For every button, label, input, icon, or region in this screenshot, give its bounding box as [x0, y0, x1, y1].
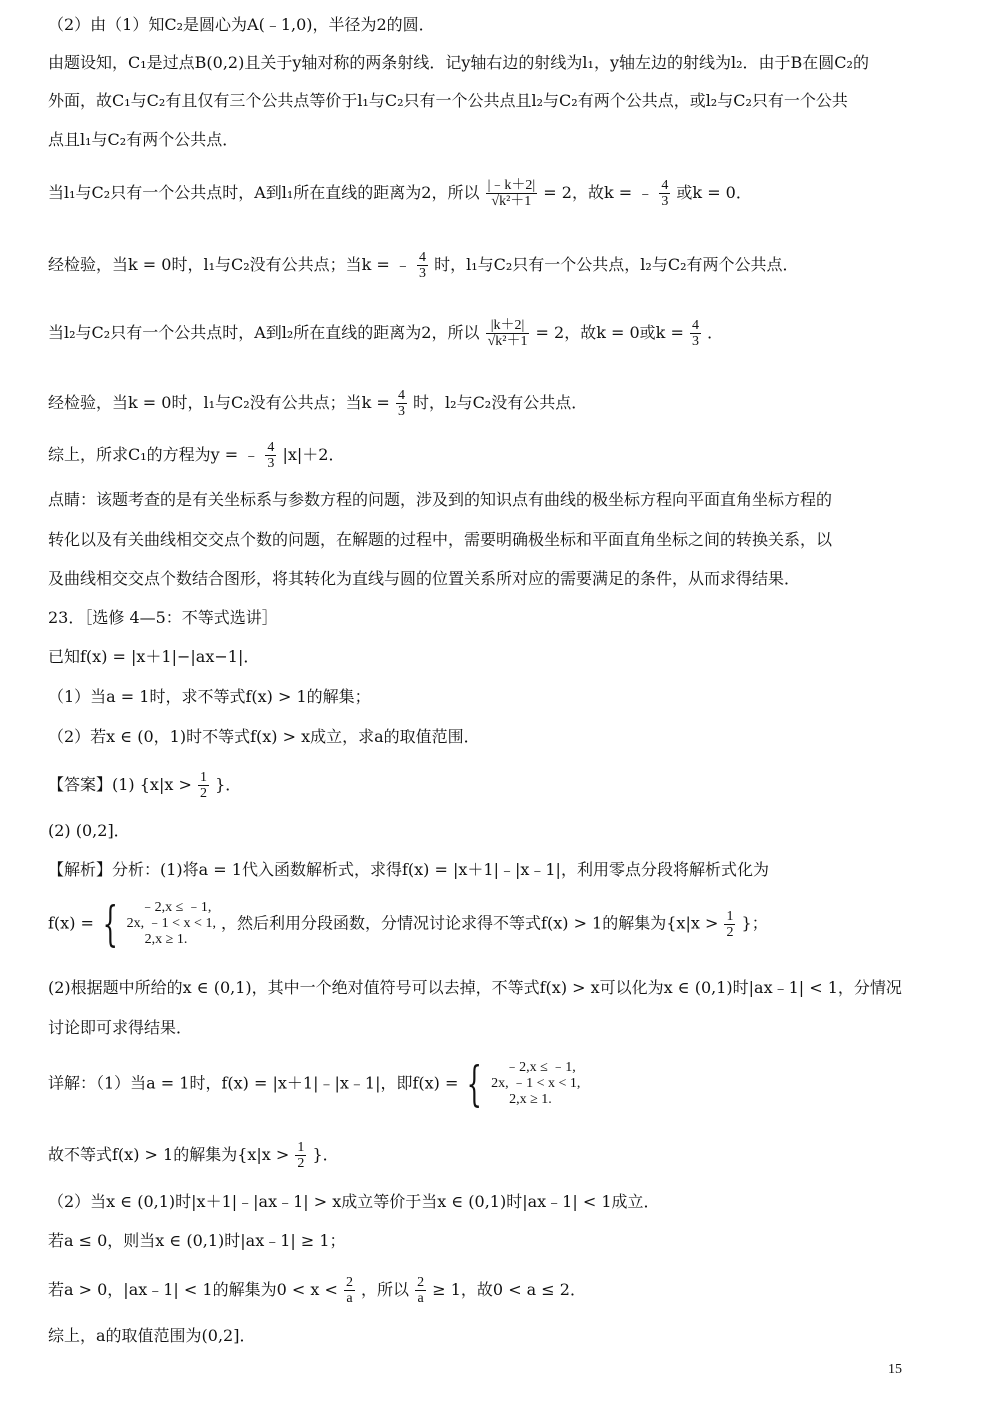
text-segment: 时，l₂与C₂没有公共点． [413, 393, 588, 412]
formula-line [48, 388, 587, 419]
text-line: 综上，a的取值范围为(0,2]． [48, 1326, 256, 1345]
text-segment: = 2，故k = ﹣ [543, 183, 654, 202]
piecewise-cases [491, 1060, 580, 1108]
fraction-denominator: a [415, 1290, 426, 1306]
fraction [486, 178, 538, 209]
fraction-numerator: 4 [397, 388, 405, 403]
text-line: （2）当x ∈ (0,1)时|x＋1|﹣|ax﹣1| > x成立等价于当x ∈ (0,1)时|ax﹣1| < 1成立． [48, 1192, 660, 1211]
fraction [659, 178, 670, 209]
fraction [198, 770, 209, 801]
text-line: 转化以及有关曲线相交交点个数的问题，在解题的过程中，需要明确极坐标和平面直角坐标之间的转换关系，以 [48, 530, 833, 549]
text-segment: ，然后利用分段函数，分情况讨论求得不等式f(x) > 1的解集为{x|x > [221, 913, 719, 933]
text-segment: 【答案】(1) {x|x > [48, 775, 192, 794]
fraction [486, 318, 530, 349]
text-segment: ≥ 1，故0 < a ≤ 2． [432, 1280, 586, 1299]
formula-line [48, 440, 344, 471]
fraction-denominator: 3 [691, 334, 699, 349]
text-segment: 若a > 0，|ax﹣1| < 1的解集为0 < x < [48, 1280, 338, 1299]
text-segment: }． [215, 775, 242, 794]
fraction [417, 250, 428, 281]
text-line: 点且l₁与C₂有两个公共点． [48, 130, 239, 149]
fraction [724, 909, 735, 940]
fraction-numerator: 2 [417, 1275, 425, 1290]
text-segment: 经检验，当k = 0时，l₁与C₂没有公共点；当k = [48, 393, 390, 412]
fraction-numerator: 4 [691, 318, 699, 333]
fraction-numerator: 4 [419, 250, 427, 265]
text-line: 【解析】分析：(1)将a = 1代入函数解析式，求得f(x) = |x＋1|﹣|x﹣1|，利用零点分段将解析式化为 [48, 860, 769, 879]
text-line: 及曲线相交交点个数结合图形，将其转化为直线与圆的位置关系所对应的需要满足的条件，从而求得结果． [48, 569, 801, 588]
text-line: (2)根据题中所给的x ∈ (0,1)，其中一个绝对值符号可以去掉，不等式f(x) > x可以化为x ∈ (0,1)时|ax﹣1| < 1，分情况 [48, 978, 902, 997]
case-row: ﹣2,x ≤ ﹣1, [505, 1060, 576, 1075]
left-brace: { [467, 1056, 483, 1112]
fraction [396, 388, 407, 419]
text-segment: 详解：（1）当a = 1时，f(x) = |x＋1|﹣|x﹣1|，即f(x) = [48, 1073, 459, 1093]
fraction [344, 1275, 355, 1306]
text-line: 外面，故C₁与C₂有且仅有三个公共点等价于l₁与C₂只有一个公共点且l₂与C₂有两个公共点，或l₂与C₂只有一个公共 [48, 91, 848, 110]
case-row: 2x, ﹣1 < x < 1, [126, 916, 216, 931]
piecewise-cases [127, 900, 216, 948]
fraction [295, 1140, 306, 1171]
section-heading: 23．［选修 4—5：不等式选讲］ [48, 608, 278, 627]
text-segment: 故不等式f(x) > 1的解集为{x|x > [48, 1145, 290, 1164]
fraction-denominator: 3 [397, 404, 405, 419]
fraction-denominator: 3 [419, 266, 427, 281]
fraction-numerator: 1 [726, 908, 734, 924]
text-segment: 当l₁与C₂只有一个公共点时，A到l₁所在直线的距离为2，所以 [48, 183, 480, 202]
fraction-denominator: √k²＋1 [487, 334, 528, 349]
text-segment: }． [312, 1145, 339, 1164]
fraction-numerator: 1 [199, 770, 207, 785]
text-segment: |x|＋2． [282, 445, 345, 464]
formula-line [48, 896, 768, 952]
text-segment: }； [741, 913, 768, 933]
case-row: 2,x ≥ 1. [509, 1092, 552, 1107]
text-segment: 综上，所求C₁的方程为y = ﹣ [48, 445, 260, 464]
fraction [415, 1275, 426, 1306]
text-segment: 或k = 0． [676, 183, 752, 202]
formula-line [48, 318, 723, 349]
fraction-numerator: 1 [297, 1140, 305, 1155]
case-row: ﹣2,x ≤ ﹣1, [140, 900, 212, 915]
text-segment: = 2，故k = 0或k = [535, 323, 684, 342]
fraction [265, 440, 276, 471]
fraction-numerator: 4 [267, 440, 275, 455]
text-segment: ． [707, 323, 724, 342]
text-line: 若a ≤ 0，则当x ∈ (0,1)时|ax﹣1| ≥ 1； [48, 1231, 346, 1250]
text-line: 由题设知，C₁是过点B(0,2)且关于y轴对称的两条射线．记y轴右边的射线为l₁，y轴左边的射线为l₂．由于B在圆C₂的 [48, 53, 869, 72]
left-brace: { [102, 896, 118, 952]
text-segment: 经检验，当k = 0时，l₁与C₂没有公共点；当k = ﹣ [48, 255, 411, 274]
text-line: （2）若x ∈ (0，1)时不等式f(x) > x成立，求a的取值范围． [48, 727, 480, 746]
text-segment: 当l₂与C₂只有一个公共点时，A到l₂所在直线的距离为2，所以 [48, 323, 480, 342]
text-segment: ，所以 [361, 1280, 410, 1299]
fraction-denominator: 3 [661, 194, 669, 209]
text-line: （1）当a = 1时，求不等式f(x) > 1的解集； [48, 687, 371, 706]
formula-line [48, 1140, 339, 1171]
text-line: (2) (0,2]． [48, 821, 130, 840]
fraction-denominator: √k²＋1 [486, 193, 538, 209]
fraction-denominator: 2 [199, 786, 207, 801]
text-line: 讨论即可求得结果． [48, 1018, 193, 1037]
fraction-numerator: 4 [661, 178, 669, 193]
fraction-denominator: a [344, 1290, 355, 1306]
case-row: 2x, ﹣1 < x < 1, [491, 1076, 581, 1091]
formula-line [48, 250, 799, 281]
formula-line [48, 178, 752, 209]
fraction-denominator: 2 [726, 924, 734, 940]
text-line: 点睛：该题考查的是有关坐标系与参数方程的问题，涉及到的知识点有曲线的极坐标方程向平面直角坐标方程的 [48, 490, 833, 509]
text-segment: f(x) = [48, 913, 94, 933]
fraction-denominator: 3 [267, 456, 275, 471]
case-row: 2,x ≥ 1. [144, 932, 188, 947]
fraction-numerator: |k＋2| [490, 318, 525, 333]
answer-line [48, 770, 241, 801]
fraction-denominator: 2 [297, 1156, 305, 1171]
formula-line [48, 1275, 586, 1306]
text-line: 已知f(x) = |x＋1|−|ax−1|． [48, 647, 260, 666]
fraction-numerator: |﹣k＋2| [487, 178, 536, 193]
text-line: （2）由（1）知C₂是圆心为A(﹣1,0)，半径为2的圆． [48, 15, 435, 34]
formula-line [48, 1056, 581, 1112]
text-segment: 时，l₁与C₂只有一个公共点，l₂与C₂有两个公共点． [434, 255, 799, 274]
fraction [690, 318, 701, 349]
fraction-numerator: 2 [345, 1275, 353, 1290]
page-number: 15 [888, 1362, 902, 1377]
